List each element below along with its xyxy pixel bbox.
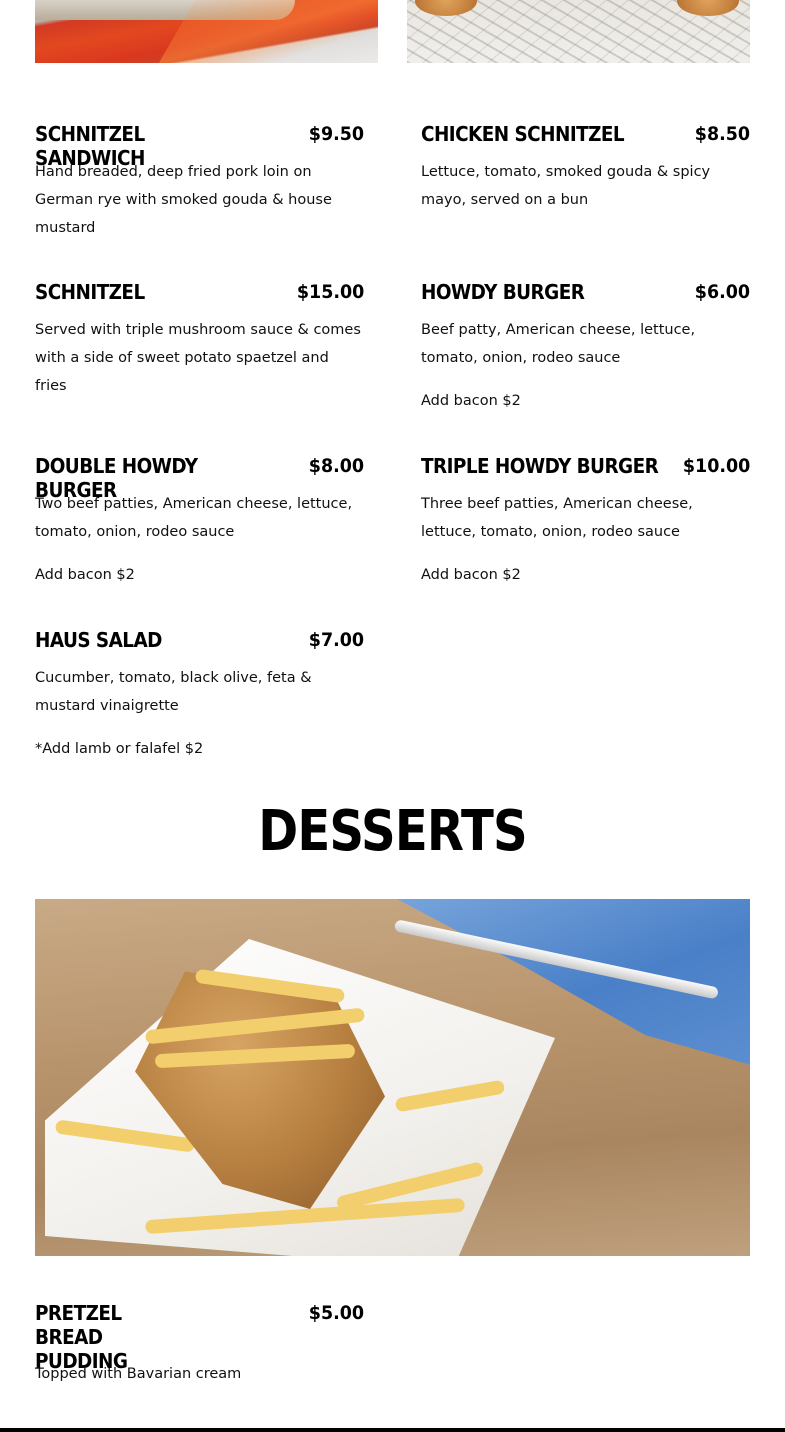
item-name: HOWDY BURGER [421,280,585,304]
item-price: $6.00 [694,281,750,303]
item-description: Beef patty, American cheese, lettuce, tomato, onion, rodeo sauce [421,322,696,366]
item-name: SCHNITZEL SANDWICH [35,122,145,170]
item-name: CHICKEN SCHNITZEL [421,122,625,146]
page-bottom-border [0,1428,785,1432]
item-description: Served with triple mushroom sauce & comes with a side of sweet potato spaetzel and fries [35,322,361,394]
item-price: $8.00 [308,455,364,477]
item-description: Topped with Bavarian cream [35,1366,242,1382]
item-price: $10.00 [682,455,750,477]
item-addon: *Add lamb or falafel $2 [35,741,204,757]
item-name: DOUBLE HOWDY BURGER [35,454,198,502]
schnitzel-sandwich-photo [35,0,378,63]
item-price: $5.00 [308,1302,364,1324]
item-addon: Add bacon $2 [421,567,521,583]
item-addon: Add bacon $2 [421,393,521,409]
desserts-heading: DESSERTS [258,799,527,864]
item-name: PRETZEL BREAD PUDDING [35,1301,128,1373]
item-description: Hand breaded, deep fried pork loin on German rye with smoked gouda & house mustard [35,164,332,236]
item-description: Lettuce, tomato, smoked gouda & spicy mayo, served on a bun [421,164,711,208]
chicken-schnitzel-photo [407,0,750,63]
item-description: Three beef patties, American cheese, lettuce, tomato, onion, rodeo sauce [421,496,693,540]
item-description: Two beef patties, American cheese, lettuce, tomato, onion, rodeo sauce [35,496,353,540]
bread-pudding-photo [35,899,750,1256]
item-price: $15.00 [296,281,364,303]
item-name: TRIPLE HOWDY BURGER [421,454,659,478]
item-price: $9.50 [308,123,364,145]
item-price: $8.50 [694,123,750,145]
item-price: $7.00 [308,629,364,651]
item-addon: Add bacon $2 [35,567,135,583]
item-name: HAUS SALAD [35,628,162,652]
item-description: Cucumber, tomato, black olive, feta & mustard vinaigrette [35,670,312,714]
item-name: SCHNITZEL [35,280,145,304]
